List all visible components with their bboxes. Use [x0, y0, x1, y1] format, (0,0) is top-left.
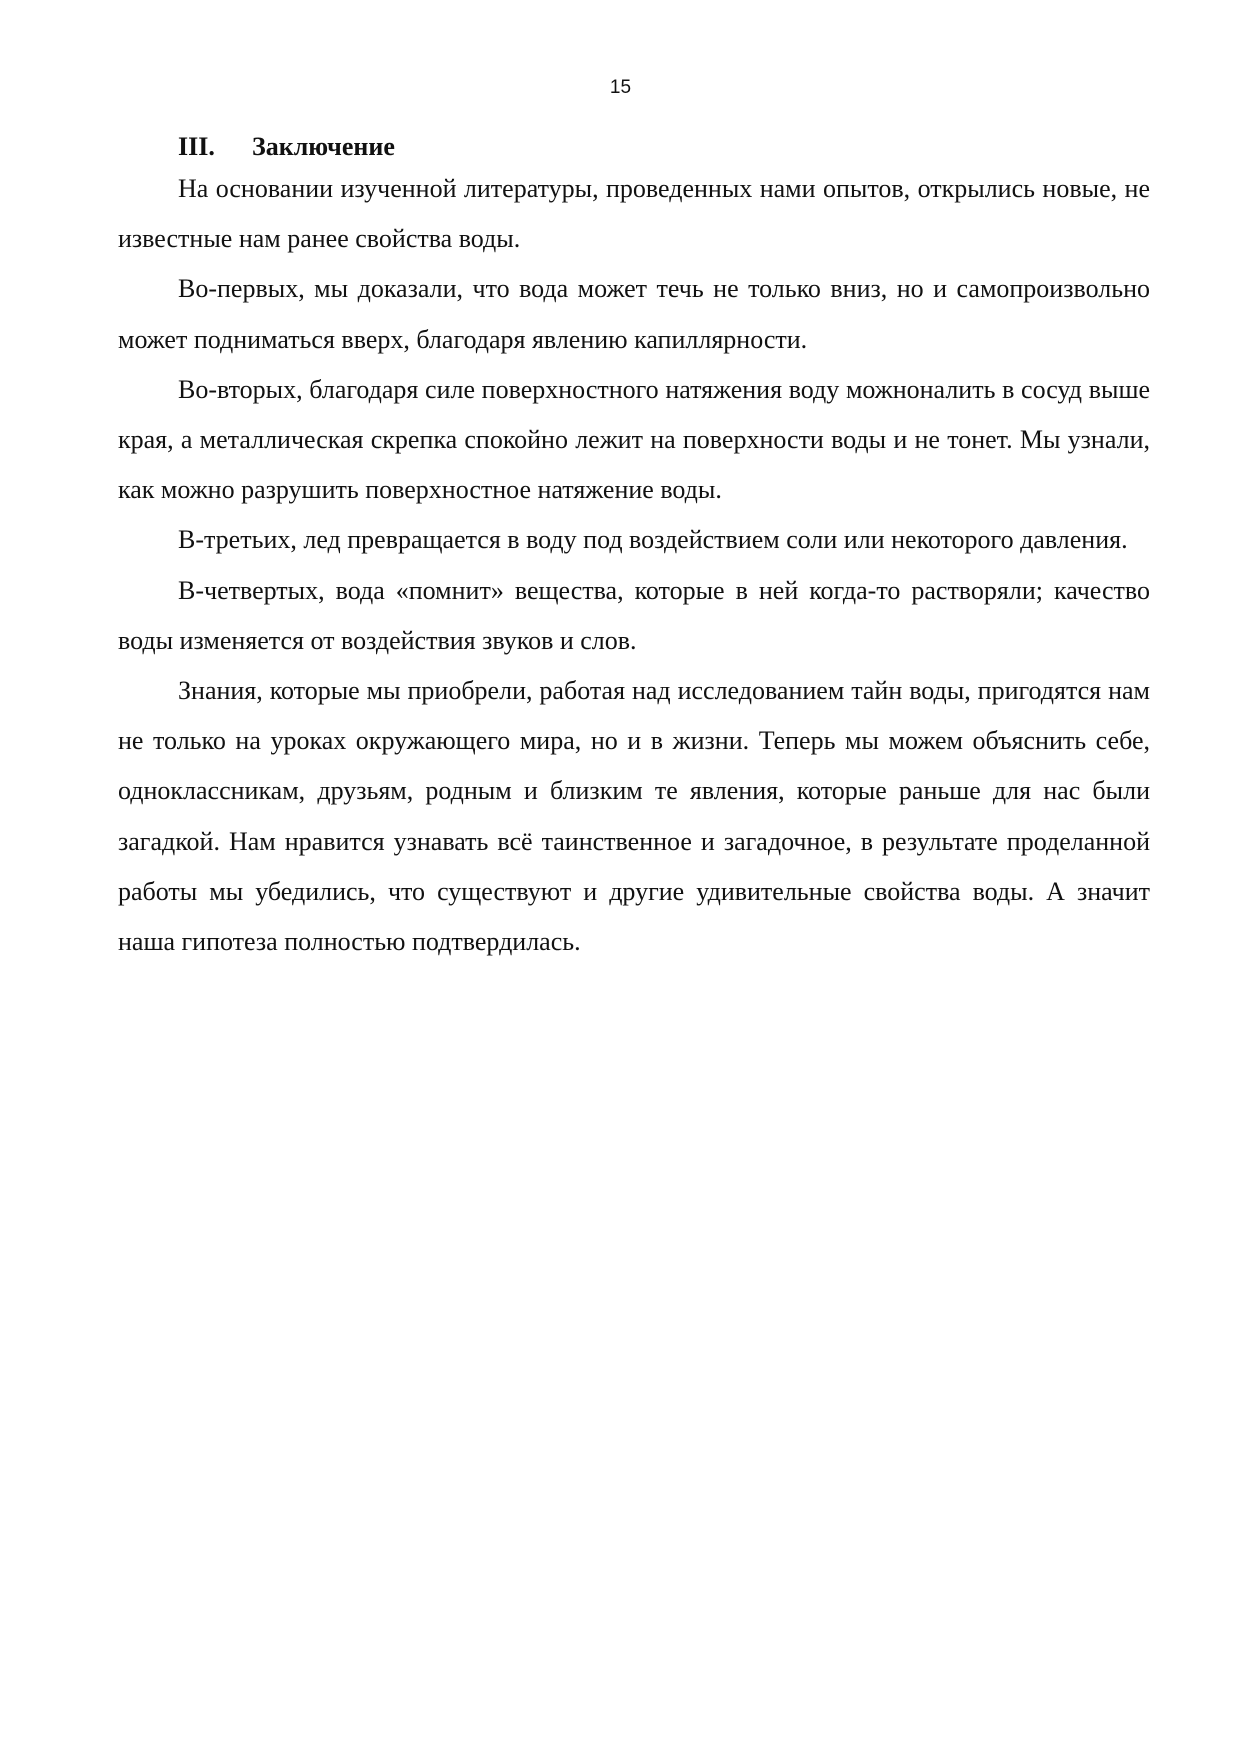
- paragraph-second-point: Во-вторых, благодаря силе поверхностного натяжения воду можноналить в сосуд выше края, а металлическая скрепка спокойно лежит на поверхности воды и не тонет. Мы узнали, как можно разрушить поверхностное натяжение воды.: [118, 374, 1150, 505]
- paragraph-third-point: В-третьих, лед превращается в воду под воздействием соли или некоторого давления.: [178, 525, 1128, 555]
- section-title: Заключение: [252, 132, 395, 161]
- paragraph-summary: Знания, которые мы приобрели, работая над исследованием тайн воды, пригодятся нам не только на уроках окружающего мира, но и в жизни. Теперь мы можем объяснить себе, одноклассникам, друзьям, родным и близким те явления, которые раньше для нас были загадкой. Нам нравится узнавать всё таинственное и загадочное, в результате проделанной работы мы убедились, что существуют и другие удивительные свойства воды. А значит наша гипотеза полностью подтвердилась.: [118, 676, 1150, 957]
- page-number: 15: [609, 77, 632, 98]
- paragraph-fourth-point: В-четвертых, вода «помнит» вещества, которые в ней когда-то растворяли; качество воды изменяется от воздействия звуков и слов.: [118, 575, 1150, 655]
- paragraph-intro: На основании изученной литературы, проведенных нами опытов, открылись новые, не известные нам ранее свойства воды.: [118, 174, 1150, 254]
- section-number: III.: [178, 132, 215, 161]
- section-heading: [118, 130, 1150, 164]
- document-body: [118, 130, 1150, 967]
- paragraph-first-point: Во-первых, мы доказали, что вода может течь не только вниз, но и самопроизвольно может подниматься вверх, благодаря явлению капиллярности.: [118, 274, 1150, 354]
